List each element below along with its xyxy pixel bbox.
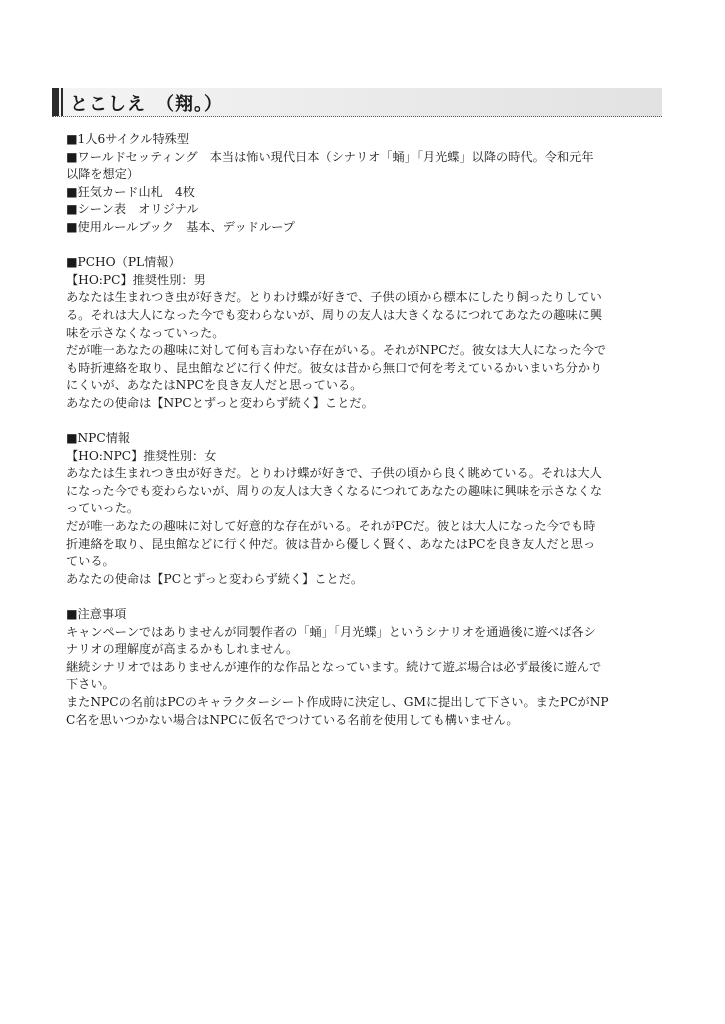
pcho-line: あなたは生まれつき虫が好きだ。とりわけ蝶が好きで、子供の頃から標本にしたり飼ったりしてい (66, 290, 602, 305)
pcho-section (66, 254, 666, 412)
npc-line: っていった。 (66, 501, 140, 516)
title-bar (52, 88, 662, 117)
notes-heading: ■注意事項 (66, 607, 127, 622)
pcho-line: る。それは大人になった今でも変わらないが、周りの友人は大きくなるにつれてあなたの趣味に興 (66, 307, 603, 322)
notes-line: キャンペーンではありませんが同製作者の「蛹」「月光蝶」というシナリオを通過後に遊べば各シ (66, 624, 596, 639)
notes-line: ナリオの理解度が高まるかもしれません。 (66, 642, 299, 657)
overview-section (66, 131, 666, 237)
overview-line: ■ワールドセッティング 本当は怖い現代日本（シナリオ「蛹」「月光蝶」以降の時代。令和元年 (66, 149, 594, 164)
overview-line: ■使用ルールブック 基本、デッドループ (66, 219, 295, 234)
title-accent-line (61, 88, 63, 116)
title-accent-bar (52, 88, 59, 116)
notes-line: C名を思いつかない場合はNPCに仮名でつけている名前を使用しても構いません。 (66, 712, 519, 727)
section-gap (66, 237, 666, 255)
npc-line: 【HO:NPC】推奨性別：女 (66, 448, 217, 463)
notes-line: 継続シナリオではありませんが連作的な作品となっています。続けて遊ぶ場合は必ず最後に遊んで (66, 659, 602, 674)
pcho-line: だが唯一あなたの趣味に対して何も言わない存在がいる。それがNPCだ。彼女は大人になった今で (66, 343, 607, 358)
section-gap (66, 588, 666, 606)
notes-section (66, 606, 666, 729)
npc-line: あなたの使命は【PCとずっと変わらず続く】ことだ。 (66, 571, 364, 586)
overview-line: 以降を想定） (66, 167, 140, 182)
pcho-line: あなたの使命は【NPCとずっと変わらず続く】ことだ。 (66, 395, 374, 410)
section-gap (66, 413, 666, 431)
npc-line: だが唯一あなたの趣味に対して好意的な存在がいる。それがPCだ。彼とは大人になった今でも時 (66, 519, 596, 534)
npc-line: あなたは生まれつき虫が好きだ。とりわけ蝶が好きで、子供の頃から良く眺めている。それは大人 (66, 466, 602, 481)
pcho-line: 【HO:PC】推奨性別：男 (66, 272, 206, 287)
pcho-line: 味を示さなくなっていった。 (66, 325, 225, 340)
pcho-heading: ■PCHO（PL情報） (66, 255, 181, 270)
npc-line: になった今でも変わらないが、周りの友人は大きくなるにつれてあなたの趣味に興味を示さなくな (66, 483, 603, 498)
notes-line: またNPCの名前はPCのキャラクターシート作成時に決定し、GMに提出して下さい。またPCがNP (66, 695, 609, 709)
npc-section (66, 430, 666, 588)
npc-line: ている。 (66, 554, 115, 569)
npc-heading: ■NPC情報 (66, 431, 131, 446)
notes-line: 下さい。 (66, 677, 115, 692)
overview-line: ■狂気カード山札 4枚 (66, 184, 195, 199)
pcho-line: も時折連絡を取り、昆虫館などに行く仲だ。彼女は昔から無口で何を考えているかいまいち分かり (66, 360, 603, 375)
overview-line: ■1人6サイクル特殊型 (66, 132, 190, 146)
document-body (66, 131, 666, 729)
npc-line: 折連絡を取り、昆虫館などに行く仲だ。彼は昔から優しく賢く、あなたはPCを良き友人だと思っ (66, 536, 596, 551)
pcho-line: にくいが、あなたはNPCを良き友人だと思っている。 (66, 378, 363, 393)
overview-line: ■シーン表 オリジナル (66, 202, 199, 217)
page-title: とこしえ （翔。） (70, 94, 223, 115)
